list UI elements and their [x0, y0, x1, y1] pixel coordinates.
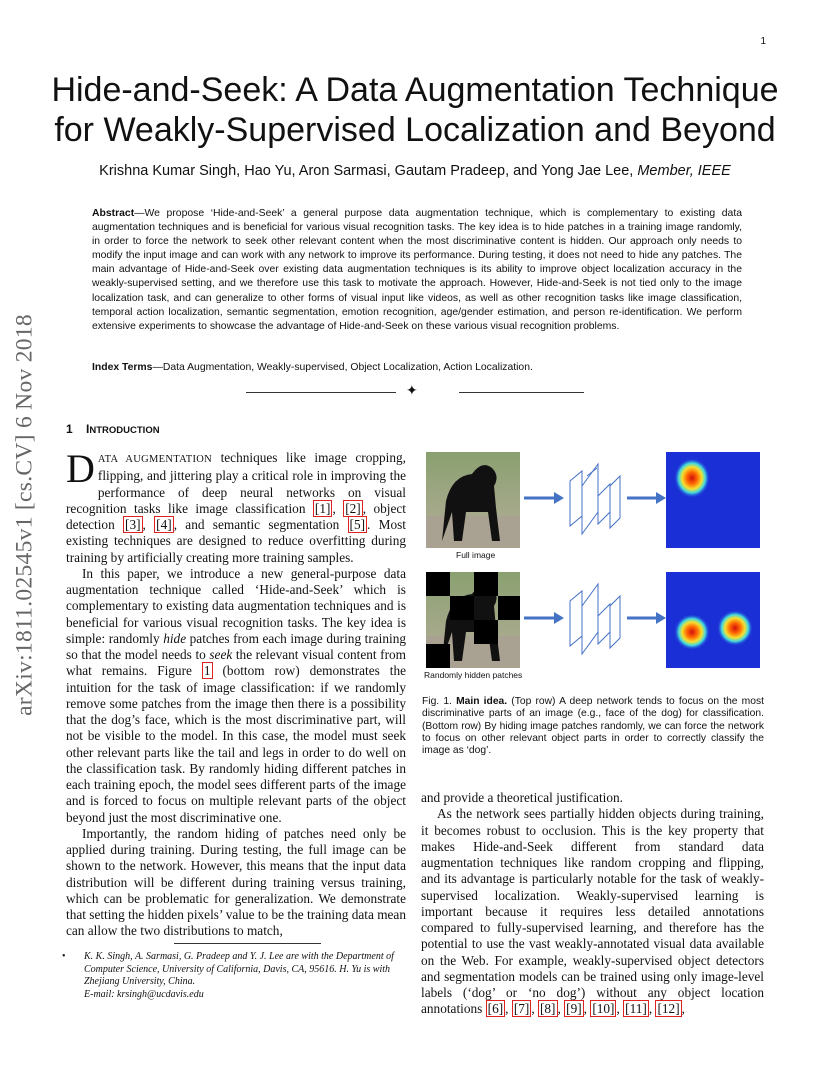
intro-paragraph-2 [66, 566, 406, 826]
index-terms-text: —Data Augmentation, Weakly-supervised, Object Localization, Action Localization. [152, 362, 533, 373]
citation-link[interactable]: [12] [657, 1001, 680, 1017]
section-title-first: I [86, 422, 90, 436]
section-number: 1 [66, 422, 73, 436]
arrow-top-2 [627, 492, 666, 504]
arrow-bottom [524, 612, 564, 624]
section-heading [66, 422, 160, 436]
caption-label: Fig. 1. [422, 696, 452, 707]
footnote-affiliation: K. K. Singh, A. Sarmasi, G. Pradeep and Y. J. Lee are with the Department of Computer Science, University of California, Davis, CA, 95616. H. Yu is with Zhejiang University, China. [84, 951, 394, 987]
footnote-rule [174, 943, 321, 944]
index-terms [92, 362, 742, 373]
section-title-rest: NTRODUCTION [89, 425, 160, 436]
label-full-image: Full image [456, 550, 496, 560]
arxiv-sidebar [8, 290, 42, 740]
separator-mark: ✦ [406, 384, 418, 399]
citation-link[interactable]: [5] [349, 517, 366, 532]
drop-cap: D [66, 446, 95, 491]
network-bottom [570, 584, 620, 654]
intro-paragraph-3: Importantly, the random hiding of patches need only be applied during training. During testing, the full image can be shown to the network. However, this means that the input data distribution will be different during training versus training, which can be problematic for generalization. We demonstrate that setting the hidden pixels’ value to be the training data mean can allow the two distributions to match, [66, 825, 406, 939]
smallcaps-lead: ATA AUGMENTATION [97, 454, 213, 465]
index-terms-label: Index Terms [92, 362, 153, 373]
heatmap-bottom [666, 572, 760, 668]
arrow-bottom-2 [627, 612, 666, 624]
separator-line-right [459, 392, 584, 393]
separator-line-left [246, 392, 396, 393]
page-number: 1 [760, 36, 766, 47]
footnote-email: E-mail: krsingh@ucdavis.edu [84, 988, 204, 1000]
figure-link[interactable]: 1 [203, 663, 211, 679]
network-top [570, 464, 620, 534]
citation-link[interactable]: [9] [566, 1001, 582, 1017]
title-line-2: for Weakly-Supervised Localization and Beyond [54, 111, 776, 149]
text-span: and semantic segmentation [177, 517, 348, 532]
heatmap-top [666, 452, 760, 548]
text-span: techniques like image cropping, flipping, and jittering play a critical role in improving the performance of deep neural networks on visual recognition tasks like image classification [66, 450, 406, 516]
footnote [62, 951, 408, 1001]
abstract-label: Abstract [92, 208, 135, 219]
arrow-top [524, 492, 564, 504]
citation-link[interactable]: [4] [156, 517, 172, 532]
arxiv-identifier[interactable]: arXiv:1811.02545v1 [cs.CV] 6 Nov 2018 [11, 314, 38, 716]
section-separator [246, 384, 584, 399]
citation-link[interactable]: [1] [314, 500, 331, 516]
abstract-text: —We propose ‘Hide-and-Seek’ a general purpose data augmentation technique, which is complementary to existing data augmentation techniques and is beneficial for various visual recognition tasks. The key idea is to hide patches in a training image randomly, in order to force the network to seek other relevant content when the most discriminative content is hidden. Our approach only needs to modify the input image and can work with any network to improve its performance. During testing, it does not need to hide any patches. The main advantage of Hide-and-Seek over existing data augmentation techniques is its ability to improve object localization accuracy in the weakly-supervised setting, and we therefore use this task to motivate the approach. However, Hide-and-Seek is not tied only to the image localization task, and can generalize to other forms of visual input like videos, as well as other recognition tasks like image classification, temporal action localization, semantic segmentation, emotion recognition, age/gender estimation, and person re-identification. We perform extensive experiments to showcase the advantage of Hide-and-Seek on these various visual recognition problems. [92, 208, 742, 332]
text-span: (bottom row) demonstrates the intuition for the task of image classification: if we randomly remove some patches from the image then there is a possibility that the dog’s face, which is the most discriminative part, will not be visible to the model. In this case, the model must seek other relevant parts like the tail and legs in order to do well on the classification task. By randomly hiding different patches in each training epoch, the model sees different parts of the image and is forced to focus on multiple relevant parts of the object beyond just the most discriminative one. [66, 663, 406, 825]
figure-1 [422, 446, 766, 686]
left-column [66, 446, 407, 940]
text-span: As the network sees partially hidden objects during training, it becomes robust to occlusion. This is the key property that makes Hide-and-Seek different from standard data augmentation techniques like random cropping and flipping, and its advantage is particularly notable for the task of weakly-supervised localization. Weakly-supervised learning is important because it requires less detailed annotations compared to fully-supervised learning, and therefore has the potential to use the vast weakly-annotated visual data available on the Web. For example, weakly-supervised object detectors and segmentation models can be trained using only image-level labels (‘dog’ or ‘no dog’) without any object location annotations [421, 806, 764, 1017]
right-column [421, 790, 764, 1018]
hidden-image [426, 572, 520, 668]
figure-caption [422, 696, 764, 757]
citation-link[interactable]: [8] [539, 1001, 556, 1017]
title-line-1: Hide-and-Seek: A Data Augmentation Technique [51, 71, 779, 109]
citation-link[interactable]: [2] [345, 500, 361, 516]
citation-link[interactable]: [3] [125, 517, 141, 532]
citation-link[interactable]: [11] [625, 1001, 647, 1017]
emphasis: hide [163, 630, 187, 646]
text-span: Most existing techniques are designed to reduce overfitting during training by artificially creating more training samples. [66, 517, 407, 565]
figure-1-graphic [422, 446, 766, 686]
caption-title: Main idea. [456, 696, 508, 707]
citation-link[interactable]: [6] [487, 1001, 504, 1017]
author-list [40, 163, 790, 179]
text-span: patches from each image during training so that the model needs to [66, 630, 406, 662]
paper-title [40, 70, 790, 150]
text-span: In this paper, we introduce a new general-purpose data augmentation technique called ‘Hide-and-Seek’ which is complementary to existing data augmentation techniques and is beneficial for various visual recognition tasks. The key idea is simple: randomly [66, 565, 406, 646]
full-image [426, 452, 520, 548]
intro-paragraph-1: DATA AUGMENTATION techniques like image cropping, flipping, and jittering play a critical role in improving the performance of deep neural networks on visual recognition tasks like image classification [1] , [2] , object detection [3] , [4] , and semantic segmentation [5] . Most existing techniques are designed to reduce overfitting during training by artificially creating more training samples. [66, 446, 407, 565]
citation-link[interactable]: [7] [513, 1001, 530, 1017]
abstract [92, 207, 742, 334]
label-hidden-patches: Randomly hidden patches [424, 670, 523, 680]
text-span: object detection [66, 500, 406, 532]
caption-text: (Top row) A deep network tends to focus on the most discriminative parts of an image (e.g., face of the dog) for classification. (Bottom row) By hiding image patches randomly, we can force the network to focus on other relevant object parts in order to correctly classify the image as ‘dog’. [422, 696, 764, 757]
citation-link[interactable]: [10] [592, 1001, 615, 1017]
authors-names: Krishna Kumar Singh, Hao Yu, Aron Sarmasi, Gautam Pradeep, and Yong Jae Lee, [99, 163, 638, 179]
right-paragraph-1: and provide a theoretical justification. [421, 790, 623, 805]
emphasis: seek [209, 647, 233, 662]
right-paragraph-2: As the network sees partially hidden objects during training, it becomes robust to occlusion. This is the key property that makes Hide-and-Seek different from standard data augmentation techniques like random cropping and flipping, and its advantage is particularly notable for the task of weakly-supervised localization. Weakly-supervised learning is important because it requires less detailed annotations compared to fully-supervised learning, and therefore has the potential to use the vast weakly-annotated visual data available on the Web. For example, weakly-supervised object detectors and segmentation models can be trained using only image-level labels (‘dog’ or ‘no dog’) without any object location annotations [6] , [7] , [8] , [9] , [10] , [11] , [12] , [421, 806, 764, 1017]
text-span: the relevant visual content from what remains. Figure [66, 647, 406, 679]
authors-member: Member, IEEE [637, 163, 731, 179]
footnote-bullet: • [62, 951, 66, 962]
